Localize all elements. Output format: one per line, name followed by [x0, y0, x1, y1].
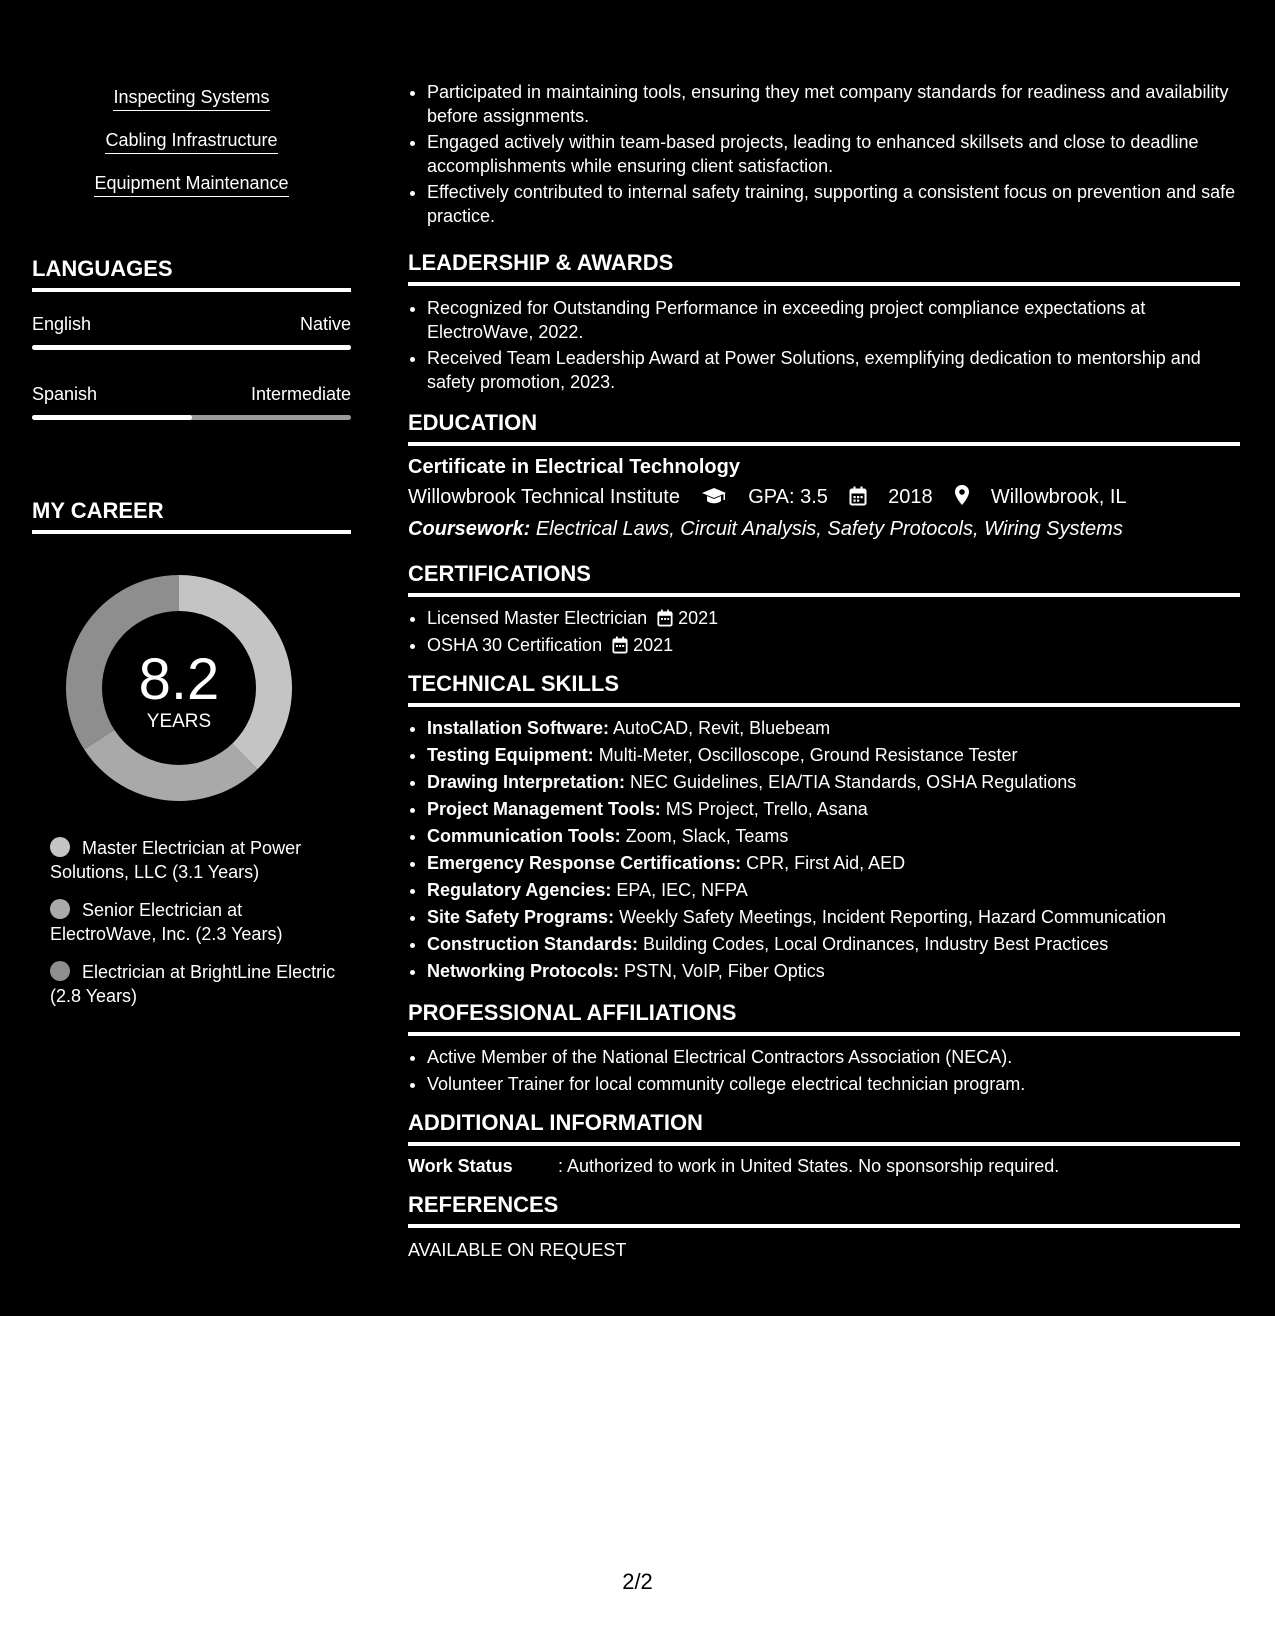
- experience-bullet: • Engaged actively within team-based projects, leading to enhanced skillsets and close to deadline accomplishments while ensuring client satisfaction.: [427, 130, 1240, 178]
- section-heading: TECHNICAL SKILLS: [408, 671, 1240, 707]
- certifications-list: [408, 605, 1240, 659]
- technical-skill-item: [427, 715, 1240, 742]
- career-item: [50, 898, 340, 946]
- career-item: [50, 836, 340, 884]
- certification-item: [427, 632, 1240, 659]
- language-row: [32, 383, 351, 420]
- section-heading: LEADERSHIP & AWARDS: [408, 250, 1240, 286]
- technical-skill-item: [427, 823, 1240, 850]
- technical-skill-item: [427, 796, 1240, 823]
- language-bar: [32, 415, 351, 420]
- technical-skill-item: [427, 850, 1240, 877]
- career-total-value: 8.2: [138, 647, 220, 712]
- language-bar-fill: [32, 415, 192, 420]
- career-total-unit: YEARS: [146, 711, 212, 732]
- skill-tag: Inspecting Systems: [113, 86, 269, 111]
- technical-skill-item: [427, 931, 1240, 958]
- section-heading: CERTIFICATIONS: [408, 561, 1240, 597]
- legend-dot-icon: [50, 837, 70, 857]
- gpa: GPA: 3.5: [748, 486, 828, 508]
- technical-skills-list: [408, 715, 1240, 985]
- coursework-label: Coursework:: [408, 518, 531, 540]
- career-total: [66, 575, 292, 801]
- references-text: AVAILABLE ON REQUEST: [408, 1240, 627, 1260]
- skill-values: PSTN, VoIP, Fiber Optics: [624, 961, 825, 981]
- school-location: Willowbrook, IL: [990, 486, 1127, 508]
- location-pin-icon: [954, 484, 970, 506]
- page-number: 2/2: [622, 1569, 653, 1594]
- technical-skill-item: [427, 958, 1240, 985]
- graduation-cap-icon: [701, 486, 727, 506]
- career-item-text: Master Electrician at Power Solutions, LLC (3.1 Years): [50, 838, 302, 882]
- work-status-row: [408, 1154, 1240, 1178]
- career-item: [50, 960, 340, 1008]
- section-heading: EDUCATION: [408, 410, 1240, 446]
- sidebar: [0, 0, 383, 1316]
- affiliation-item: • Volunteer Trainer for local community college electrical technician program.: [427, 1071, 1240, 1098]
- certifications-section: [408, 561, 1240, 659]
- education-meta: [408, 483, 1240, 511]
- skill-category: Construction Standards:: [427, 934, 639, 954]
- certification-item: [427, 605, 1240, 632]
- language-bar-fill: [32, 345, 351, 350]
- skill-values: CPR, First Aid, AED: [746, 853, 906, 873]
- leadership-bullets: [408, 296, 1240, 394]
- skill-category: Testing Equipment:: [427, 745, 594, 765]
- award-bullet: • Received Team Leadership Award at Power Solutions, exemplifying dedication to mentorship and safety promotion, 2023.: [427, 346, 1240, 394]
- references-section: [408, 1192, 1240, 1262]
- certification-name: OSHA 30 Certification: [427, 635, 603, 655]
- skill-category: Installation Software:: [427, 718, 610, 738]
- skill-category: Drawing Interpretation:: [427, 772, 626, 792]
- languages-heading: LANGUAGES: [32, 256, 351, 292]
- experience-section: [408, 80, 1240, 230]
- career-legend: [50, 836, 340, 1022]
- skill-category: Communication Tools:: [427, 826, 621, 846]
- graduation-year: 2018: [888, 486, 933, 508]
- technical-skill-item: [427, 769, 1240, 796]
- certification-year: 2021: [633, 635, 674, 655]
- skill-values: Building Codes, Local Ordinances, Industry Best Practices: [643, 934, 1109, 954]
- skill-category: Networking Protocols:: [427, 961, 620, 981]
- degree-title: Certificate in Electrical Technology: [408, 456, 740, 478]
- section-heading: REFERENCES: [408, 1192, 1240, 1228]
- language-bar: [32, 345, 351, 350]
- technical-skill-item: [427, 904, 1240, 931]
- language-row: [32, 313, 351, 350]
- experience-bullet: • Effectively contributed to internal safety training, supporting a consistent focus on prevention and safe practice.: [427, 180, 1240, 228]
- skill-values: Weekly Safety Meetings, Incident Reporting, Hazard Communication: [619, 907, 1167, 927]
- career-heading: MY CAREER: [32, 498, 351, 534]
- award-bullet: • Recognized for Outstanding Performance in exceeding project compliance expectations at ElectroWave, 2022.: [427, 296, 1240, 344]
- language-name: English: [32, 314, 92, 334]
- calendar-icon: [849, 486, 867, 506]
- language-level: Intermediate: [250, 384, 351, 404]
- work-status-value: : Authorized to work in United States. No sponsorship required.: [558, 1156, 1060, 1176]
- experience-bullet: • Participated in maintaining tools, ensuring they met company standards for readiness and availability before assignments.: [427, 80, 1240, 128]
- skills-list: [32, 86, 351, 215]
- skill-category: Site Safety Programs:: [427, 907, 615, 927]
- skill-category: Emergency Response Certifications:: [427, 853, 742, 873]
- coursework: [408, 515, 1240, 543]
- career-item-text: Electrician at BrightLine Electric (2.8 Years): [50, 962, 336, 1006]
- work-status-label: Work Status: [408, 1156, 513, 1176]
- language-name: Spanish: [32, 384, 98, 404]
- technical-skill-item: [427, 877, 1240, 904]
- skill-values: MS Project, Trello, Asana: [665, 799, 868, 819]
- language-level: Native: [299, 314, 351, 334]
- school-name: Willowbrook Technical Institute: [408, 486, 680, 508]
- certification-name: Licensed Master Electrician: [427, 608, 648, 628]
- legend-dot-icon: [50, 899, 70, 919]
- skill-tag: Equipment Maintenance: [94, 172, 288, 197]
- experience-bullets: [408, 80, 1240, 228]
- affiliations-section: [408, 1000, 1240, 1098]
- additional-info-section: [408, 1110, 1240, 1178]
- skill-category: Project Management Tools:: [427, 799, 661, 819]
- skill-values: EPA, IEC, NFPA: [616, 880, 748, 900]
- affiliations-list: [408, 1044, 1240, 1098]
- education-section: [408, 410, 1240, 543]
- leadership-section: [408, 250, 1240, 396]
- career-item-text: Senior Electrician at ElectroWave, Inc. (2.3 Years): [50, 900, 283, 944]
- skill-values: NEC Guidelines, EIA/TIA Standards, OSHA Regulations: [630, 772, 1077, 792]
- calendar-icon: [612, 636, 628, 654]
- calendar-icon: [657, 609, 673, 627]
- section-heading: PROFESSIONAL AFFILIATIONS: [408, 1000, 1240, 1036]
- certification-year: 2021: [678, 608, 719, 628]
- technical-skills-section: [408, 671, 1240, 985]
- technical-skill-item: [427, 742, 1240, 769]
- skill-tag: Cabling Infrastructure: [105, 129, 277, 154]
- skill-category: Regulatory Agencies:: [427, 880, 612, 900]
- skill-values: Zoom, Slack, Teams: [625, 826, 789, 846]
- legend-dot-icon: [50, 961, 70, 981]
- affiliation-item: • Active Member of the National Electrical Contractors Association (NECA).: [427, 1044, 1240, 1071]
- skill-values: AutoCAD, Revit, Bluebeam: [613, 718, 831, 738]
- skill-values: Multi-Meter, Oscilloscope, Ground Resistance Tester: [598, 745, 1018, 765]
- coursework-list: Electrical Laws, Circuit Analysis, Safety Protocols, Wiring Systems: [535, 518, 1123, 540]
- section-heading: ADDITIONAL INFORMATION: [408, 1110, 1240, 1146]
